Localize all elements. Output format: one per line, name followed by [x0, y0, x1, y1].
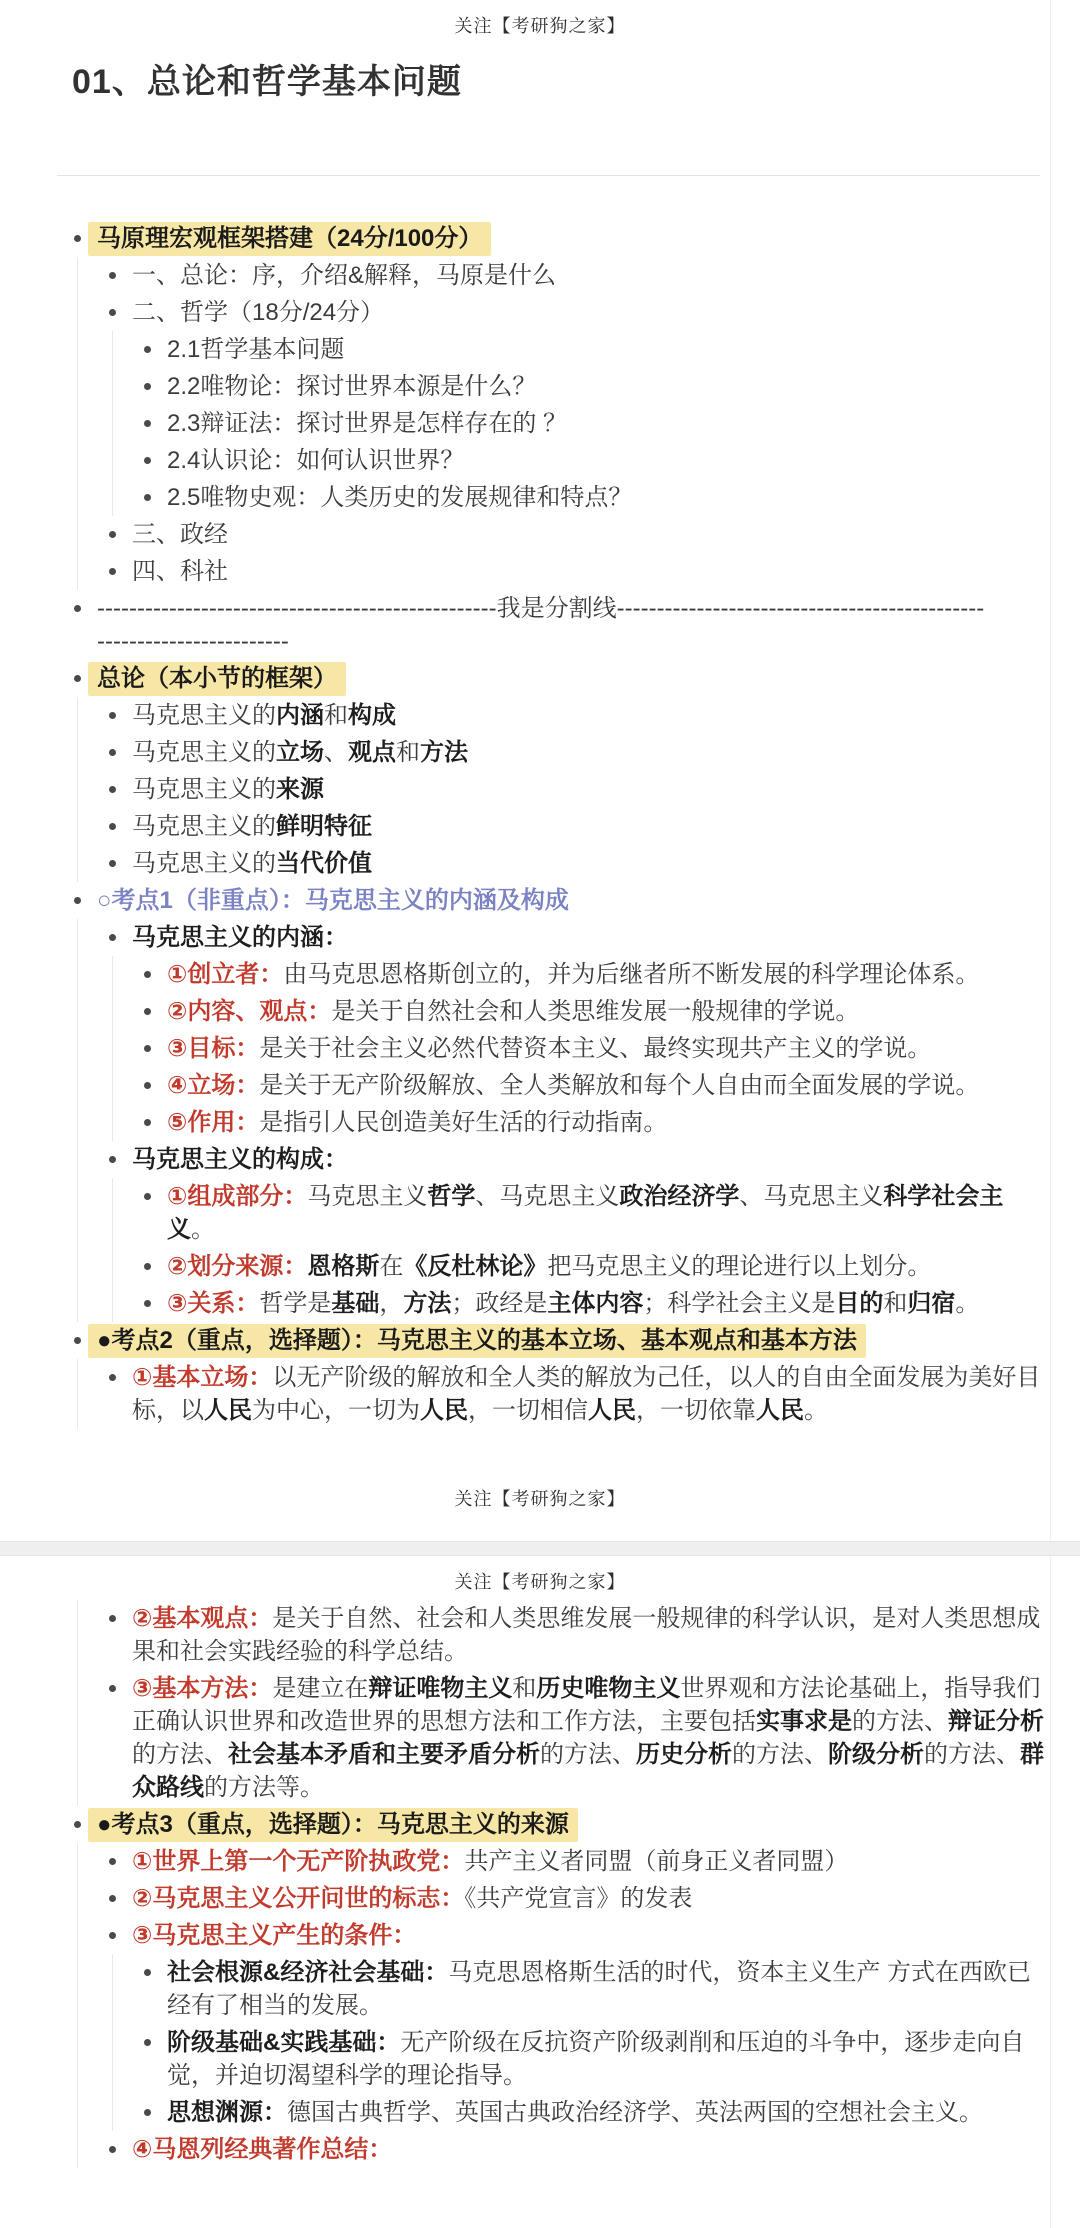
outline-children: [77, 1600, 1044, 1806]
outline-item: [109, 1670, 1044, 1806]
outline-item-text: 2.1哲学基本问题: [167, 336, 345, 363]
outline-item-text: ②基本观点：是关于自然、社会和人类思维发展一般规律的科学认识，是对人类思想成果和社会实践经验的科学总结。: [132, 1605, 1041, 1665]
bullet-icon: [109, 1615, 116, 1622]
outline-item: [109, 1917, 1044, 1954]
outline-item-text: 马克思主义的构成：: [132, 1146, 348, 1173]
bullet-icon: [144, 457, 151, 464]
note-title: 01、总论和哲学基本问题: [72, 63, 462, 101]
bullet-icon: [109, 272, 116, 279]
outline-item-text: 马克思主义的内涵：: [132, 924, 348, 951]
page1-header-banner: 关注【考研狗之家】: [454, 16, 626, 36]
outline-item-text: [97, 660, 1044, 697]
outline-item: [144, 1104, 1044, 1141]
outline-item-text: ③目标：是关于社会主义必然代替资本主义、最终实现共产主义的学说。: [167, 1035, 932, 1062]
highlight: 总论（本小节的框架）: [88, 662, 346, 696]
highlight: 马原理宏观框架搭建（24分/100分）: [88, 222, 491, 256]
outline-item-text: ②内容、观点：是关于自然社会和人类思维发展一般规律的学说。: [167, 998, 860, 1025]
highlight: ●考点2（重点，选择题）：马克思主义的基本立场、基本观点和基本方法: [88, 1324, 866, 1358]
outline-item: [109, 1141, 1044, 1178]
outline-item: [109, 1843, 1044, 1880]
outline-page1: [0, 176, 1080, 1429]
outline-item-text: 马克思主义的来源: [132, 776, 324, 803]
outline-item: [144, 956, 1044, 993]
outline-item: [144, 1067, 1044, 1104]
outline-item: [109, 294, 1044, 331]
bullet-icon: [144, 494, 151, 501]
outline-item: [109, 257, 1044, 294]
outline-item-text: 三、政经: [132, 521, 228, 548]
outline-item-text: ④马恩列经典著作总结：: [132, 2136, 393, 2163]
bullet-icon: [109, 1858, 116, 1865]
outline-item: [109, 1880, 1044, 1917]
outline-page2: [0, 1594, 1080, 2168]
outline-item: [144, 1954, 1044, 2024]
bullet-icon: [144, 346, 151, 353]
outline-item: [109, 2131, 1044, 2168]
outline-item-text: ①组成部分：马克思主义哲学、马克思主义政治经济学、马克思主义科学社会主义。: [167, 1183, 1004, 1243]
outline-item: [144, 1285, 1044, 1322]
section-overview: [74, 660, 1044, 697]
kaodian-2: [74, 1322, 1044, 1359]
bullet-icon: [109, 1156, 116, 1163]
outline-item-text: --------------------------------------------------我是分割线---------------------------------------------- ------------------------: [97, 595, 985, 655]
outline-item-text: 马克思主义的鲜明特征: [132, 813, 372, 840]
bullet-icon: [109, 1685, 116, 1692]
outline-item-text: ③马克思主义产生的条件：: [132, 1922, 417, 1949]
outline-item: [109, 771, 1044, 808]
outline-item: [109, 808, 1044, 845]
outline-children: [77, 1843, 1044, 2168]
bullet-icon: [144, 1119, 151, 1126]
kaodian-1: [74, 882, 1044, 919]
bullet-icon: [144, 1045, 151, 1052]
outline-item-text: 二、哲学（18分/24分）: [132, 299, 385, 326]
bullet-icon: [144, 1008, 151, 1015]
outline-item: [144, 993, 1044, 1030]
outline-item-text: ○考点1（非重点）：马克思主义的内涵及构成: [97, 887, 569, 914]
outline-item-text: 四、科社: [132, 558, 228, 585]
outline-item-text: ③基本方法：是建立在辩证唯物主义和历史唯物主义世界观和方法论基础上，指导我们正确认识世界和改造世界的思想方法和工作方法，主要包括实事求是的方法、辩证分析的方法、社会基本矛盾和主要矛盾分析的方法、历史分析的方法、阶级分析的方法、群众路线的方法等。: [132, 1675, 1044, 1801]
outline-item: [144, 2024, 1044, 2094]
page-separator: [0, 1541, 1080, 1556]
page-2: [0, 1556, 1080, 2228]
outline-item: [144, 1030, 1044, 1067]
outline-children: [77, 1359, 1044, 1429]
outline-item-text: ①世界上第一个无产阶执政党：共产主义者同盟（前身正义者同盟）: [132, 1848, 849, 1875]
bullet-icon: [74, 235, 81, 242]
outline-item-text: ⑤作用：是指引人民创造美好生活的行动指南。: [167, 1109, 668, 1136]
divider-row: [74, 590, 1044, 660]
bullet-icon: [144, 420, 151, 427]
bullet-icon: [144, 1193, 151, 1200]
bullet-icon: [109, 712, 116, 719]
outline-children: [77, 697, 1044, 882]
outline-item-text: ①基本立场：以无产阶级的解放和全人类的解放为己任，以人的自由全面发展为美好目标，以人民为中心，一切为人民，一切相信人民，一切依靠人民。: [132, 1364, 1041, 1424]
highlight: ●考点3（重点，选择题）：马克思主义的来源: [88, 1808, 578, 1842]
outline-children: [112, 956, 1044, 1141]
outline-item-text: 2.5唯物史观：人类历史的发展规律和特点？: [167, 484, 633, 511]
bullet-icon: [144, 971, 151, 978]
outline-item-text: ④立场：是关于无产阶级解放、全人类解放和每个人自由而全面发展的学说。: [167, 1072, 980, 1099]
outline-item: [144, 442, 1044, 479]
kaodian-3: [74, 1806, 1044, 1843]
outline-item-text: 思想渊源：德国古典哲学、英国古典政治经济学、英法两国的空想社会主义。: [167, 2099, 983, 2126]
bullet-icon: [74, 675, 81, 682]
bullet-icon: [144, 1969, 151, 1976]
bullet-icon: [144, 383, 151, 390]
outline-item: [109, 845, 1044, 882]
outline-item: [109, 734, 1044, 771]
outline-item-text: ②马克思主义公开问世的标志：《共产党宣言》的发表: [132, 1885, 693, 1912]
bullet-icon: [144, 1263, 151, 1270]
bullet-icon: [109, 1932, 116, 1939]
bullet-icon: [74, 897, 81, 904]
outline-item-text: 阶级基础&实践基础：无产阶级在反抗资产阶级剥削和压迫的斗争中，逐步走向自觉，并迫切渴望科学的理论指导。: [167, 2029, 1025, 2089]
outline-item: [144, 405, 1044, 442]
bullet-icon: [109, 860, 116, 867]
bullet-icon: [144, 2109, 151, 2116]
bullet-icon: [74, 1337, 81, 1344]
bullet-icon: [74, 605, 81, 612]
bullet-icon: [74, 1821, 81, 1828]
outline-item-text: 2.2唯物论：探讨世界本源是什么？: [167, 373, 537, 400]
outline-item-text: 马克思主义的内涵和构成: [132, 702, 396, 729]
bullet-icon: [109, 568, 116, 575]
outline-item-text: ②划分来源：恩格斯在《反杜林论》把马克思主义的理论进行以上划分。: [167, 1253, 932, 1280]
outline-item-text: 马克思主义的当代价值: [132, 850, 372, 877]
bullet-icon: [144, 1082, 151, 1089]
outline-item-text: [97, 1806, 1044, 1843]
outline-item-text: 2.3辩证法：探讨世界是怎样存在的 ？: [167, 410, 568, 437]
bullet-icon: [109, 749, 116, 756]
topic-framework: [74, 220, 1044, 257]
bullet-icon: [144, 2039, 151, 2046]
bullet-icon: [109, 934, 116, 941]
bullet-icon: [109, 1374, 116, 1381]
outline-item: [144, 479, 1044, 516]
outline-item: [109, 1359, 1044, 1429]
outline-item: [109, 553, 1044, 590]
outline-item-text: ①创立者：由马克思恩格斯创立的，并为后继者所不断发展的科学理论体系。: [167, 961, 980, 988]
bullet-icon: [109, 823, 116, 830]
outline-item: [109, 516, 1044, 553]
bullet-icon: [109, 2146, 116, 2153]
outline-item-text: 社会根源&经济社会基础：马克思恩格斯生活的时代，资本主义生产 方式在西欧已经有了相当的发展。: [167, 1959, 1032, 2019]
outline-item: [144, 368, 1044, 405]
outline-item-text: [97, 220, 1044, 257]
outline-item: [109, 919, 1044, 956]
outline-item: [144, 1248, 1044, 1285]
outline-children: [112, 1954, 1044, 2131]
outline-children: [77, 257, 1044, 590]
outline-children: [112, 331, 1044, 516]
outline-item-text: 2.4认识论：如何认识世界？: [167, 447, 465, 474]
outline-item: [109, 697, 1044, 734]
outline-item-text: ③关系：哲学是基础，方法；政经是主体内容；科学社会主义是目的和归宿。: [167, 1290, 980, 1317]
outline-children: [112, 1178, 1044, 1322]
outline-item-text: [97, 1322, 1044, 1359]
bullet-icon: [109, 531, 116, 538]
outline-item: [144, 1178, 1044, 1248]
bullet-icon: [109, 786, 116, 793]
bullet-icon: [109, 1895, 116, 1902]
page2-header-banner: 关注【考研狗之家】: [454, 1572, 626, 1592]
bullet-icon: [109, 309, 116, 316]
outline-item-text: 一、总论：序，介绍&解释，马原是什么: [132, 262, 557, 289]
bullet-icon: [144, 1300, 151, 1307]
page1-footer-banner: 关注【考研狗之家】: [454, 1489, 626, 1509]
outline-item: [144, 331, 1044, 368]
outline-children: [77, 919, 1044, 1322]
outline-item: [144, 2094, 1044, 2131]
outline-item: [109, 1600, 1044, 1670]
outline-item-text: 马克思主义的立场、观点和方法: [132, 739, 468, 766]
